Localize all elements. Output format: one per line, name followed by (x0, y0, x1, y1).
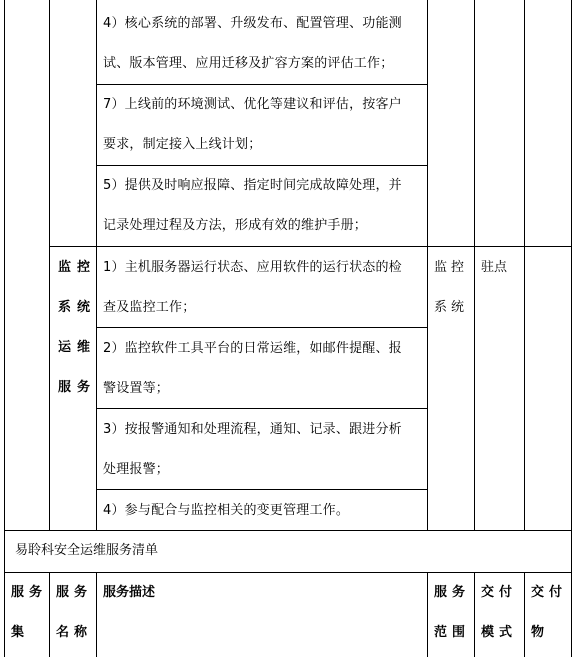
header-line: 服务 (11, 585, 48, 600)
service-name-line: 监控 (58, 260, 97, 275)
description-line: 3）按报警通知和处理流程，通知、记录、跟进分析 (103, 422, 402, 437)
description-cell (97, 248, 427, 328)
service-scope-line: 监控 (434, 260, 469, 275)
header-service-name (50, 573, 96, 657)
service-scope-cell (428, 248, 474, 328)
description-line: 7）上线前的环境测试、优化等建议和评估，按客户 (103, 97, 402, 112)
description-line: 警设置等； (103, 381, 170, 396)
description-cell (97, 491, 427, 531)
header-line: 交付 (531, 585, 568, 600)
header-line: 集 (11, 625, 30, 640)
description-line: 试、版本管理、应用迁移及扩容方案的评估工作； (103, 56, 394, 71)
description-cell (97, 329, 427, 409)
description-cell (97, 166, 427, 246)
description-line: 5）提供及时响应报障、指定时间完成故障处理，并 (103, 178, 402, 193)
delivery-mode-cell (475, 248, 524, 288)
header-line: 服务描述 (103, 585, 156, 600)
service-scope-line: 系统 (434, 300, 469, 315)
description-cell (97, 4, 427, 84)
header-line: 模式 (481, 625, 518, 640)
service-name-line: 服务 (58, 380, 97, 395)
header-delivery-mode (475, 573, 524, 657)
description-line: 记录处理过程及方法，形成有效的维护手册； (103, 218, 368, 233)
column-divider-5 (524, 0, 525, 530)
description-cell (97, 410, 427, 490)
description-line: 要求，制定接入上线计划； (103, 137, 262, 152)
table-caption: 易聆科安全运维服务清单 (15, 543, 159, 558)
description-line: 查及监控工作； (103, 300, 196, 315)
service-name-cell (50, 248, 96, 408)
header-line: 服务 (56, 585, 93, 600)
header-line: 交付 (481, 585, 518, 600)
description-line: 2）监控软件工具平台的日常运维，如邮件提醒、报 (103, 341, 402, 356)
description-line: 4）参与配合与监控相关的变更管理工作。 (103, 503, 350, 518)
header-line: 物 (531, 625, 550, 640)
description-line: 1）主机服务器运行状态、应用软件的运行状态的检 (103, 260, 402, 275)
header-line: 名称 (56, 625, 93, 640)
description-line: 4）核心系统的部署、升级发布、配置管理、功能测 (103, 16, 402, 31)
description-cell (97, 85, 427, 165)
service-name-line: 系统 (58, 300, 97, 315)
header-service-description (97, 573, 427, 657)
service-name-line: 运维 (58, 340, 97, 355)
header-deliverables (525, 573, 571, 657)
header-service-scope (428, 573, 474, 657)
delivery-mode-text: 驻点 (481, 260, 508, 275)
table-border-right (571, 0, 572, 657)
section-divider (49, 246, 572, 247)
description-line: 处理报警； (103, 462, 170, 477)
header-service-set (5, 573, 49, 657)
header-line: 服务 (434, 585, 471, 600)
header-line: 范围 (434, 625, 471, 640)
